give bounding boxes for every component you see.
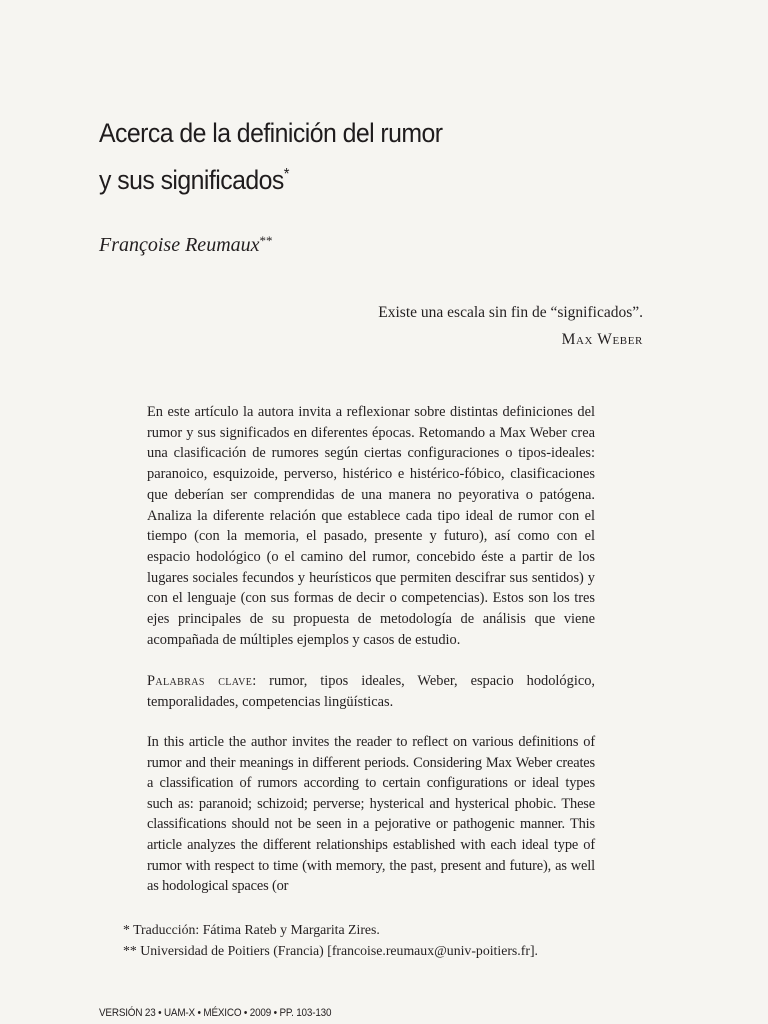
footnotes <box>123 919 603 961</box>
title-line-2: y sus significados <box>99 165 284 195</box>
author-footnote-mark[interactable]: ** <box>259 233 273 248</box>
footnote-affiliation: ** Universidad de Poitiers (Francia) [francoise.reumaux@univ-poitiers.fr]. <box>123 943 538 958</box>
abstract-english: In this article the author invites the reader to reflect on various definitions of rumor and their meanings in different periods. Considering Max Weber creates a classification of rumors according to certain configurations or ideal types such as: paranoid; schizoid; perverse; hysterical and hysterical phobic. These classifications should not be seen in a pejorative or pathogenic manner. This article analyzes the different relationships established with each ideal type of rumor with respect to time (with memory, the past, present and future), as well as hodological spaces (or <box>147 734 595 895</box>
title-footnote-mark[interactable]: * <box>283 166 289 183</box>
keywords <box>147 671 595 713</box>
page-footer: VERSIÓN 23 • UAM-X • MÉXICO • 2009 • PP. 103-130 <box>99 1007 332 1019</box>
author-name: Françoise Reumaux <box>99 234 260 256</box>
epigraph <box>378 299 643 353</box>
keywords-label: Palabras clave <box>147 673 253 689</box>
title-line-1: Acerca de la definición del rumor <box>99 118 443 148</box>
epigraph-attribution: Max Weber <box>561 331 643 348</box>
footnote-translation: * Traducción: Fátima Rateb y Margarita Zires. <box>123 922 380 937</box>
keywords-text: : rumor, tipos ideales, Weber, espacio hodológico, temporalidades, competencias lingüísticas. <box>147 673 595 710</box>
abstract-spanish: En este artículo la autora invita a reflexionar sobre distintas definiciones del rumor y sus significados en diferentes épocas. Retomando a Max Weber crea una clasificación de rumores según ciertas configuraciones o tipos-ideales: paranoico, esquizoide, perverso, histérico e histérico-fóbico, clasificaciones que deberían ser comprendidas de una manera no peyorativa o patógena. Analiza la diferente relación que establece cada tipo ideal de rumor con el tiempo (con la memoria, el pasado, presente y futuro), así como con el espacio hodológico (o el camino del rumor, concebido éste a partir de los lugares sociales fecundos y heurísticos que permiten descifrar sus sentidos) y con el lenguaje (con sus formas de decir o competencias). Estos son los tres ejes principales de su propuesta de metodología de análisis que viene acompañada de múltiples ejemplos y casos de estudio. <box>147 404 595 648</box>
epigraph-quote: Existe una escala sin fin de “significados”. <box>378 304 643 321</box>
article-title <box>99 112 614 201</box>
author-byline <box>99 233 273 257</box>
